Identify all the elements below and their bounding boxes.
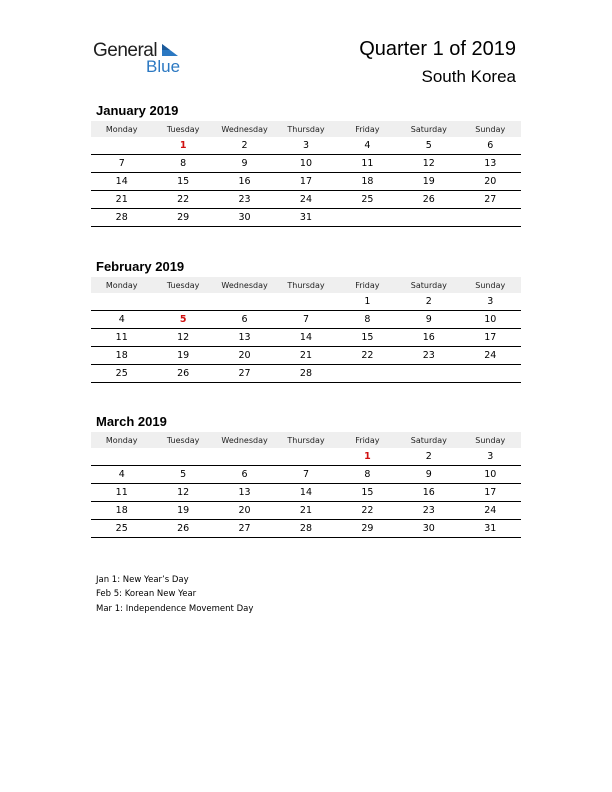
day-cell: 23 [422,505,435,516]
day-cell: 31 [484,523,497,534]
day-cell: 9 [241,158,248,169]
day-cell: 22 [361,505,374,516]
day-cell: 16 [422,332,435,343]
day-cell: 2 [425,451,432,462]
day-cell: 18 [361,176,374,187]
month-march [91,414,521,538]
day-cell: 8 [180,158,187,169]
holiday-note: Jan 1: New Year’s Day [96,575,189,585]
week-row [91,520,521,538]
day-cell: 26 [177,523,190,534]
day-cell: 25 [115,523,128,534]
day-cell: 27 [238,368,251,379]
day-cell: 11 [115,487,128,498]
weekday-label: Sunday [475,435,506,445]
weekday-label: Monday [105,124,138,134]
day-cell: 14 [115,176,128,187]
day-cell: 27 [238,523,251,534]
week-row [91,347,521,365]
day-cell: 4 [364,140,371,151]
week-row [91,448,521,466]
day-cell: 10 [484,469,497,480]
day-cell: 13 [238,332,251,343]
brand-logo [93,40,193,80]
day-cell: 23 [422,350,435,361]
week-row [91,502,521,520]
day-cell: 9 [425,314,432,325]
weekday-label: Wednesday [221,435,268,445]
day-cell: 6 [241,469,248,480]
month-february [91,259,521,383]
day-cell: 24 [484,350,497,361]
day-cell: 13 [484,158,497,169]
day-cell: 5 [425,140,432,151]
day-cell: 25 [115,368,128,379]
holiday-day-cell: 5 [179,314,187,325]
day-cell: 27 [484,194,497,205]
week-row [91,311,521,329]
day-cell: 6 [487,140,494,151]
weekday-label: Saturday [410,124,447,134]
week-row [91,484,521,502]
day-cell: 6 [241,314,248,325]
logo-blue-text: Blue [146,57,181,76]
day-cell: 30 [238,212,251,223]
day-cell: 21 [115,194,128,205]
day-cell: 16 [422,487,435,498]
day-cell: 3 [487,296,494,307]
weekday-label: Friday [355,124,380,134]
day-cell: 26 [422,194,435,205]
month-title: January 2019 [96,103,179,118]
weekday-label: Tuesday [166,124,200,134]
week-row [91,293,521,311]
weekday-header-row [91,121,521,137]
day-cell: 20 [238,505,251,516]
logo-triangle-icon [160,42,180,58]
day-cell: 31 [299,212,313,223]
day-cell: 12 [177,487,190,498]
week-row [91,466,521,484]
day-cell: 1 [364,296,371,307]
holiday-note: Feb 5: Korean New Year [96,589,197,600]
month-title: March 2019 [96,414,167,429]
day-cell: 15 [361,487,374,498]
day-cell: 20 [484,176,497,187]
week-row [91,191,521,209]
day-cell: 2 [425,296,432,307]
day-cell: 21 [299,350,313,361]
month-title: February 2019 [96,259,185,274]
weekday-header-row [91,277,521,293]
day-cell: 24 [484,505,497,516]
day-cell: 17 [484,487,497,498]
weekday-label: Friday [355,280,380,290]
day-cell: 22 [361,350,374,361]
page-subtitle: South Korea [421,67,516,86]
day-cell: 19 [422,176,435,187]
day-cell: 11 [115,332,128,343]
day-cell: 17 [484,332,497,343]
day-cell: 7 [118,158,125,169]
weekday-label: Saturday [410,280,447,290]
day-cell: 25 [361,194,374,205]
weekday-label: Monday [105,280,138,290]
weekday-label: Thursday [287,435,325,445]
day-cell: 4 [118,469,125,480]
day-cell: 3 [302,140,309,151]
day-cell: 3 [487,451,494,462]
day-cell: 26 [177,368,190,379]
weekday-label: Wednesday [221,124,268,134]
day-cell: 20 [238,350,251,361]
weekday-label: Wednesday [221,280,268,290]
day-cell: 14 [299,332,313,343]
day-cell: 18 [115,505,128,516]
day-cell: 28 [299,523,313,534]
day-cell: 17 [299,176,313,187]
week-row [91,137,521,155]
weekday-label: Tuesday [166,280,200,290]
day-cell: 12 [422,158,435,169]
week-row [91,329,521,347]
day-cell: 12 [177,332,190,343]
month-january [91,103,521,227]
day-cell: 2 [241,140,248,151]
day-cell: 23 [238,194,251,205]
day-cell: 11 [361,158,374,169]
day-cell: 10 [484,314,497,325]
day-cell: 16 [238,176,251,187]
day-cell: 29 [361,523,374,534]
weekday-label: Thursday [287,124,325,134]
weekday-label: Sunday [475,124,506,134]
holiday-note: Mar 1: Independence Movement Day [96,603,254,614]
day-cell: 28 [115,212,128,223]
day-cell: 14 [299,487,313,498]
day-cell: 22 [177,194,190,205]
week-row [91,173,521,191]
day-cell: 30 [422,523,435,534]
day-cell: 4 [118,314,125,325]
day-cell: 7 [302,469,309,480]
weekday-label: Friday [355,435,380,445]
weekday-label: Saturday [410,435,447,445]
week-row [91,365,521,383]
week-row [91,155,521,173]
weekday-label: Monday [105,435,138,445]
week-row [91,209,521,227]
day-cell: 5 [180,469,187,480]
day-cell: 8 [364,469,371,480]
day-cell: 15 [361,332,374,343]
day-cell: 13 [238,487,251,498]
day-cell: 7 [302,314,309,325]
day-cell: 9 [425,469,432,480]
weekday-label: Tuesday [166,435,200,445]
day-cell: 15 [177,176,190,187]
day-cell: 19 [177,505,190,516]
day-cell: 24 [299,194,313,205]
holiday-notes [96,573,253,616]
logo-general-text: General [93,40,158,61]
day-cell: 18 [115,350,128,361]
day-cell: 19 [177,350,190,361]
day-cell: 28 [299,368,313,379]
day-cell: 29 [177,212,190,223]
weekday-label: Thursday [287,280,325,290]
day-cell: 8 [364,314,371,325]
weekday-header-row [91,432,521,448]
holiday-day-cell: 1 [364,451,371,462]
weekday-label: Sunday [475,280,506,290]
page-title: Quarter 1 of 2019 [359,38,516,60]
day-cell: 10 [299,158,313,169]
day-cell: 21 [299,505,313,516]
holiday-day-cell: 1 [179,140,187,151]
